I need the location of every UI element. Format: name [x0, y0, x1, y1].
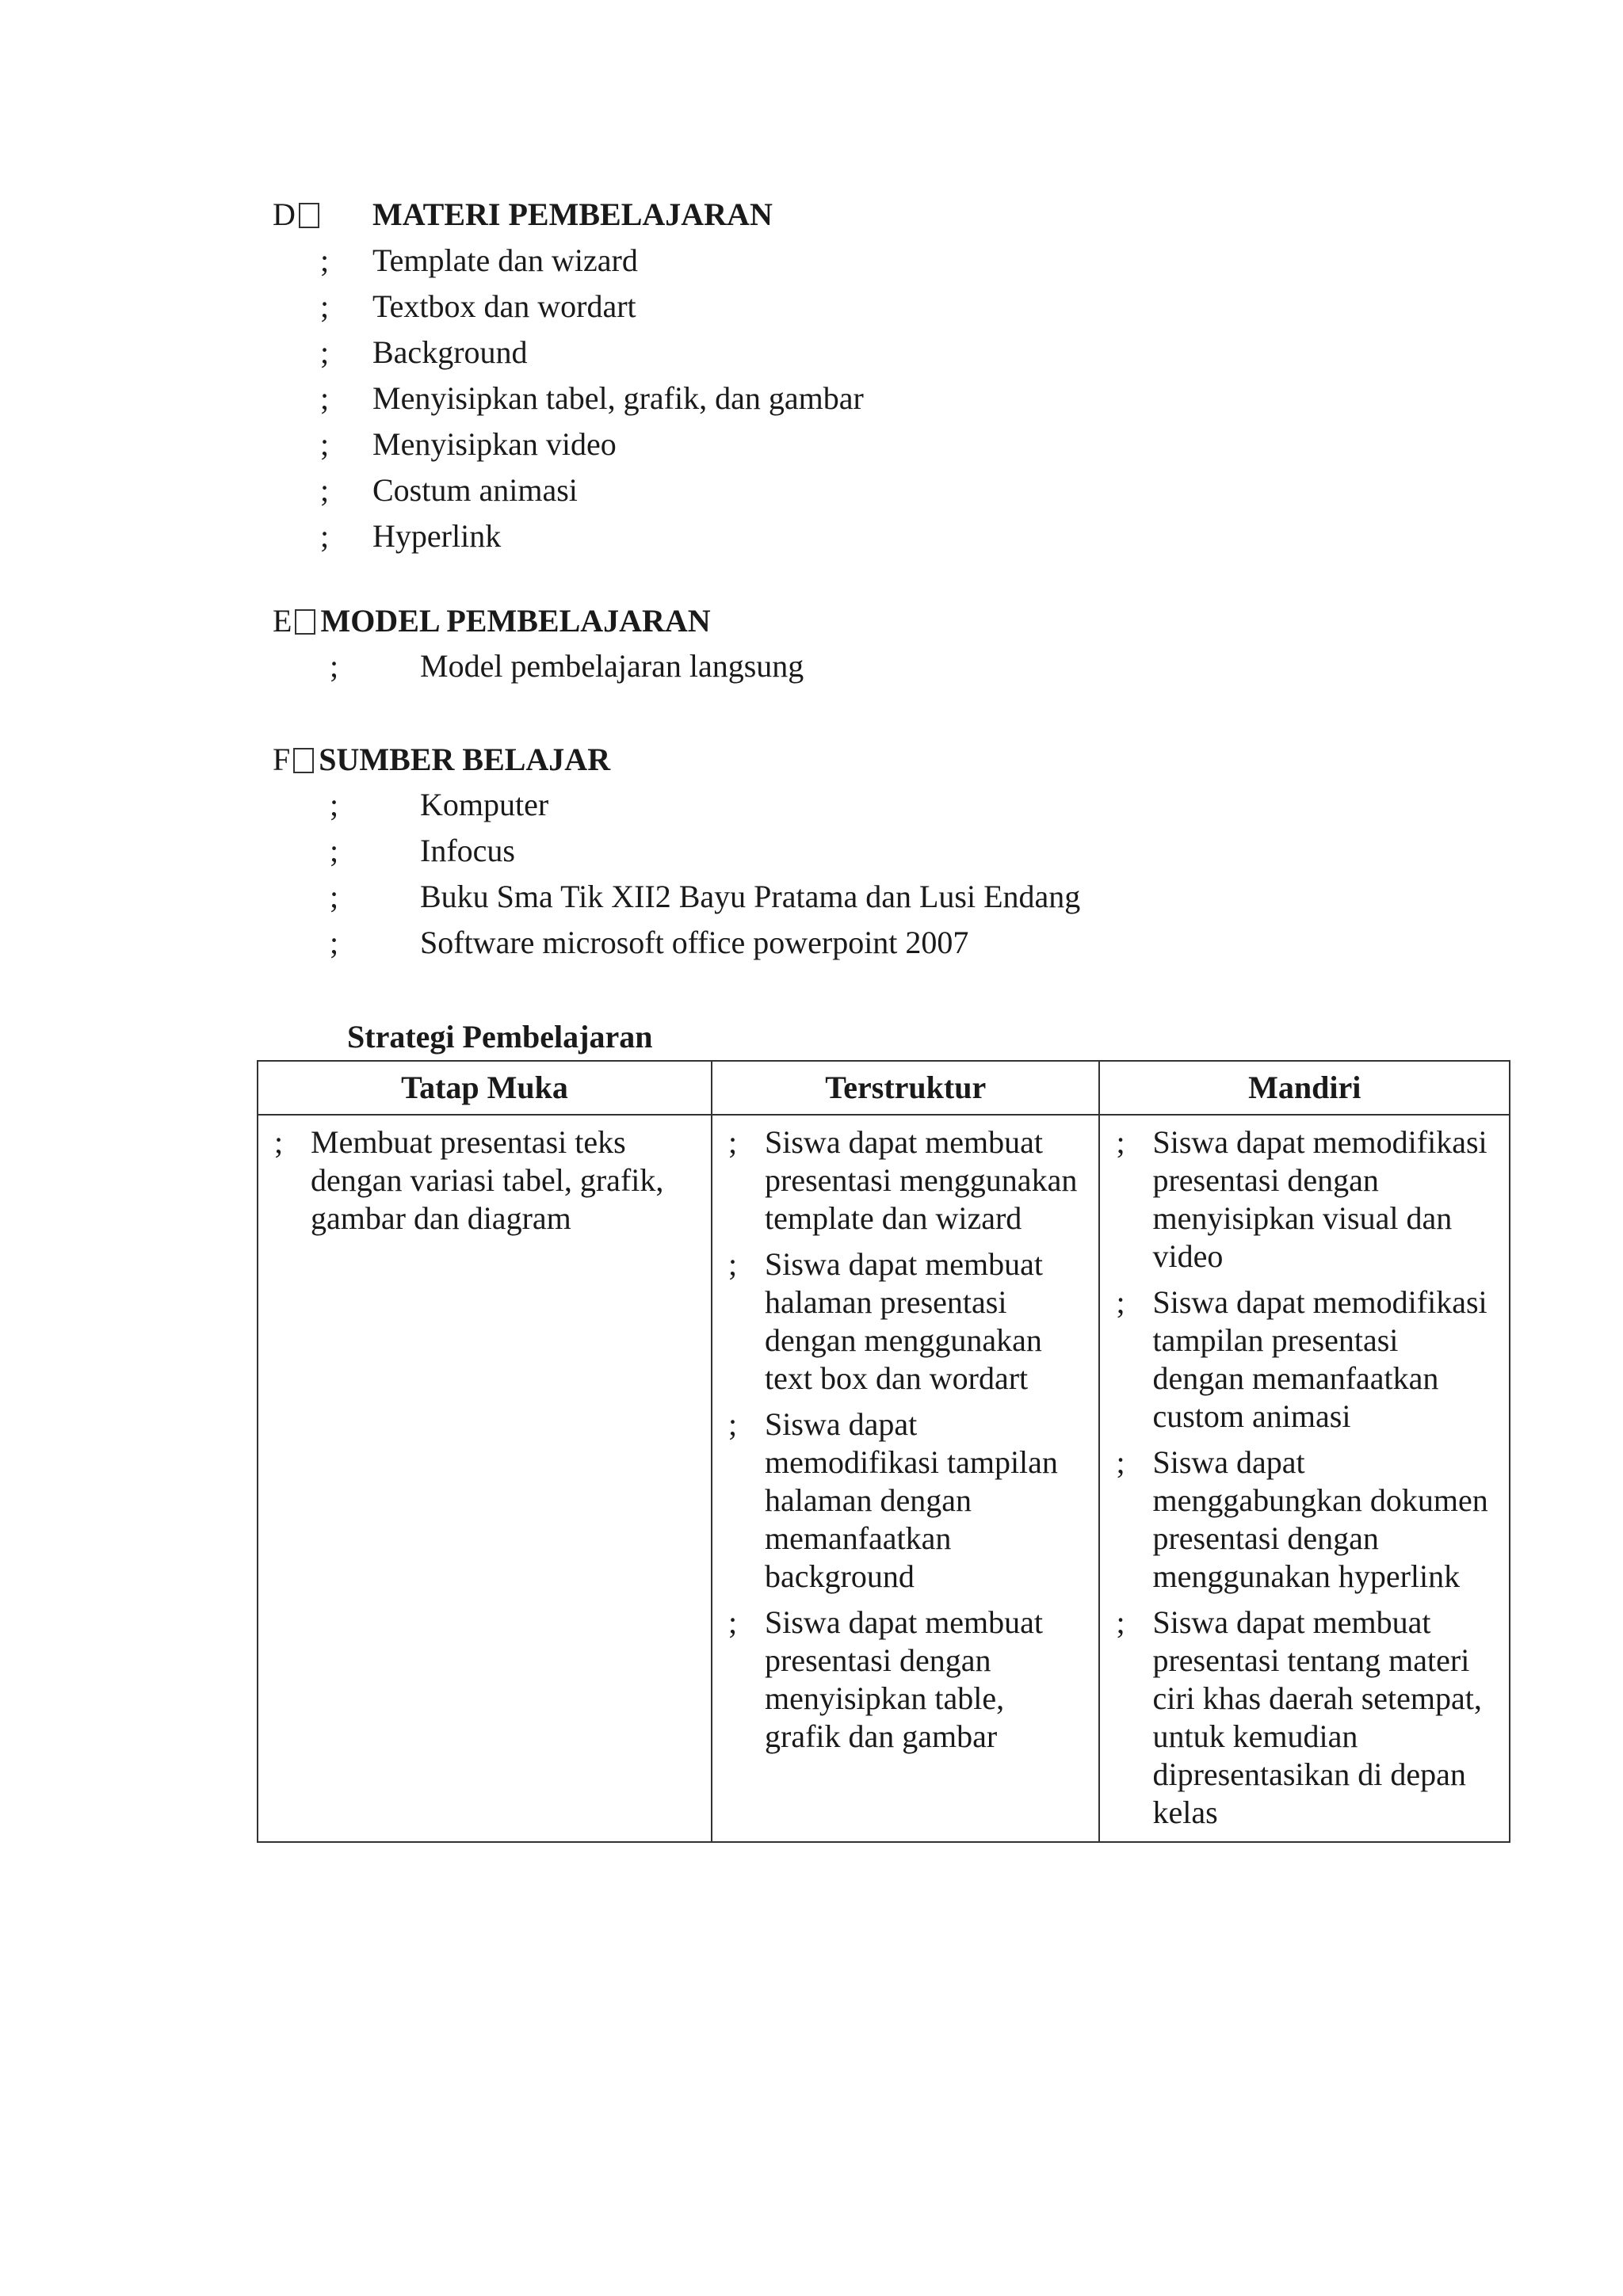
list-item: Menyisipkan tabel, grafik, dan gambar	[372, 380, 864, 416]
section-f-marker: F	[273, 742, 291, 777]
list-item-text: Siswa dapat membuat presentasi dengan menyisipkan table, grafik dan gambar	[765, 1604, 1044, 1754]
list-item: Komputer	[420, 787, 549, 822]
section-e-marker: E	[273, 603, 292, 639]
list-item: Costum animasi	[372, 472, 578, 508]
list-item	[725, 1245, 1086, 1398]
bullet-marker: ;	[320, 472, 330, 508]
bullet-marker: ;	[330, 925, 339, 960]
strategy-heading: Strategi Pembelajaran	[347, 1019, 653, 1055]
column-header-tatap-muka: Tatap Muka	[258, 1061, 712, 1115]
bullet-marker: ;	[728, 1406, 738, 1442]
list-item-text: Siswa dapat membuat presentasi tentang materi ciri khas daerah setempat, untuk kemudian dipresentasikan di depan kelas	[1152, 1604, 1482, 1830]
bullet-marker: ;	[1116, 1444, 1125, 1480]
bullet-marker: ;	[330, 833, 339, 868]
section-f-header	[273, 737, 610, 783]
list-item	[725, 1123, 1086, 1238]
bullet-marker: ;	[330, 787, 339, 822]
list-item-text: Siswa dapat memodifikasi presentasi dengan menyisipkan visual dan video	[1152, 1124, 1487, 1274]
list-item-text: Siswa dapat memodifikasi tampilan halaman dengan memanfaatkan background	[765, 1406, 1058, 1594]
list-item-text: Siswa dapat membuat halaman presentasi dengan menggunakan text box dan wordart	[765, 1246, 1044, 1396]
list-item-text: Siswa dapat memodifikasi tampilan presentasi dengan memanfaatkan custom animasi	[1152, 1284, 1487, 1434]
missing-glyph-icon	[293, 748, 314, 773]
list-item: Hyperlink	[372, 518, 502, 554]
bullet-marker: ;	[320, 380, 330, 416]
list-item	[1113, 1123, 1496, 1276]
list-item: Infocus	[420, 833, 515, 868]
bullet-marker: ;	[330, 879, 339, 914]
list-item	[1113, 1604, 1496, 1832]
list-item: Template dan wizard	[372, 242, 638, 278]
list-item: Software microsoft office powerpoint 2007	[420, 925, 969, 960]
list-item-text: Siswa dapat membuat presentasi menggunakan template dan wizard	[765, 1124, 1078, 1236]
missing-glyph-icon	[299, 203, 319, 228]
cell-tatap-muka	[258, 1115, 712, 1842]
missing-glyph-icon	[295, 609, 315, 635]
list-item: Model pembelajaran langsung	[420, 648, 804, 684]
strategy-table	[257, 1060, 1510, 1843]
bullet-marker: ;	[274, 1124, 284, 1160]
table-row	[258, 1115, 1510, 1842]
cell-terstruktur	[712, 1115, 1099, 1842]
bullet-marker: ;	[320, 288, 330, 324]
section-e-title: MODEL PEMBELAJARAN	[320, 603, 711, 639]
list-item	[271, 1123, 698, 1238]
bullet-marker: ;	[320, 426, 330, 462]
bullet-marker: ;	[1116, 1604, 1125, 1640]
section-e-header	[273, 598, 711, 644]
list-item-text: Siswa dapat menggabungkan dokumen presentasi dengan menggunakan hyperlink	[1152, 1444, 1488, 1594]
terstruktur-list	[725, 1123, 1086, 1756]
bullet-marker: ;	[1116, 1284, 1125, 1320]
list-item	[1113, 1283, 1496, 1436]
list-item	[725, 1405, 1086, 1596]
section-d-header	[273, 192, 319, 238]
column-header-terstruktur: Terstruktur	[712, 1061, 1099, 1115]
bullet-marker: ;	[330, 648, 339, 684]
bullet-marker: ;	[728, 1124, 738, 1160]
list-item: Buku Sma Tik XII2 Bayu Pratama dan Lusi Endang	[420, 879, 1081, 914]
section-f-title: SUMBER BELAJAR	[319, 742, 611, 777]
list-item: Textbox dan wordart	[372, 288, 636, 324]
list-item-text: Membuat presentasi teks dengan variasi tabel, grafik, gambar dan diagram	[311, 1124, 664, 1236]
column-header-mandiri: Mandiri	[1099, 1061, 1510, 1115]
bullet-marker: ;	[1116, 1124, 1125, 1160]
section-d-title: MATERI PEMBELAJARAN	[372, 196, 773, 232]
bullet-marker: ;	[320, 518, 330, 554]
bullet-marker: ;	[728, 1604, 738, 1640]
list-item: Menyisipkan video	[372, 426, 617, 462]
list-item	[725, 1604, 1086, 1756]
list-item	[1113, 1444, 1496, 1596]
bullet-marker: ;	[320, 334, 330, 370]
table-header-row	[258, 1061, 1510, 1115]
section-d-marker: D	[273, 196, 296, 232]
bullet-marker: ;	[320, 242, 330, 278]
cell-mandiri	[1099, 1115, 1510, 1842]
tatap-muka-list	[271, 1123, 698, 1238]
list-item: Background	[372, 334, 528, 370]
bullet-marker: ;	[728, 1246, 738, 1282]
mandiri-list	[1113, 1123, 1496, 1832]
